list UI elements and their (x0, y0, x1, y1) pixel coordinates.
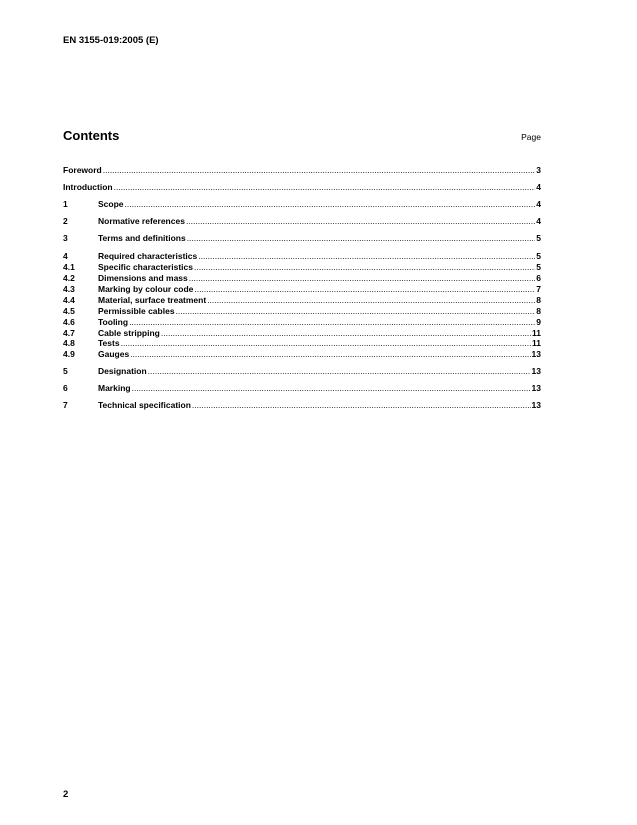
toc-dot-leader (161, 328, 531, 338)
toc-entry[interactable] (63, 273, 541, 283)
page-number: 2 (63, 789, 69, 800)
toc-entry-number: 4.5 (63, 306, 75, 316)
toc-entry-page: 13 (531, 349, 541, 359)
toc-entry-number: 2 (63, 216, 68, 226)
toc-entry-number: 1 (63, 199, 68, 209)
toc-dot-leader (121, 338, 531, 348)
toc-entry-page: 5 (536, 251, 541, 261)
toc-entry-title: Cable stripping (98, 328, 160, 338)
toc-entry[interactable] (63, 251, 541, 261)
toc-entry-number: 4.6 (63, 317, 75, 327)
toc-entry-page: 5 (536, 262, 541, 272)
toc-entry-number: 4.1 (63, 262, 75, 272)
toc-entry[interactable] (63, 306, 541, 316)
toc-dot-leader (194, 262, 535, 272)
toc-entry-number: 5 (63, 366, 68, 376)
toc-entry-page: 9 (536, 317, 541, 327)
toc-entry-title: Required characteristics (98, 251, 198, 261)
contents-title: Contents (63, 128, 120, 143)
toc-dot-leader (198, 251, 535, 261)
toc-entry-page: 7 (536, 284, 541, 294)
toc-entry-page: 4 (536, 199, 541, 209)
toc-entry-number: 4.4 (63, 295, 75, 305)
toc-entry[interactable] (63, 216, 541, 226)
toc-entry[interactable] (63, 349, 541, 359)
toc-entry[interactable] (63, 182, 541, 192)
toc-entry-title: Normative references (98, 216, 185, 226)
toc-entry[interactable] (63, 400, 541, 410)
toc-entry[interactable] (63, 233, 541, 243)
toc-entry[interactable] (63, 338, 541, 348)
toc-entry-page: 11 (532, 328, 541, 338)
toc-entry-page: 11 (532, 338, 541, 348)
toc-dot-leader (192, 400, 531, 410)
toc-entry-page: 8 (536, 295, 541, 305)
toc-dot-leader (189, 273, 536, 283)
toc-entry[interactable] (63, 262, 541, 272)
toc-entry-number: 4.3 (63, 284, 75, 294)
toc-entry-title: Tooling (98, 317, 129, 327)
toc-dot-leader (148, 366, 531, 376)
toc-entry-title: Permissible cables (98, 306, 175, 316)
toc-entry-title: Terms and definitions (98, 233, 186, 243)
toc-entry-title: Material, surface treatment (98, 295, 207, 305)
toc-entry-title: Specific characteristics (98, 262, 193, 272)
toc-entry[interactable] (63, 295, 541, 305)
toc-entry-title: Technical specification (98, 400, 191, 410)
toc-dot-leader (103, 165, 536, 175)
toc-dot-leader (114, 182, 536, 192)
toc-entry-title: Tests (98, 338, 120, 348)
toc-entry-title: Marking by colour code (98, 284, 194, 294)
toc-entry-page: 3 (536, 165, 541, 175)
toc-entry-page: 4 (536, 216, 541, 226)
toc-entry[interactable] (63, 199, 541, 209)
toc-entry-number: 4.9 (63, 349, 75, 359)
toc-entry-page: 4 (536, 182, 541, 192)
toc-entry-number: 4 (63, 251, 68, 261)
toc-dot-leader (194, 284, 535, 294)
toc-entry-number: 4.8 (63, 338, 75, 348)
toc-entry-page: 13 (531, 400, 541, 410)
toc-dot-leader (130, 349, 530, 359)
toc-entry-title: Gauges (98, 349, 130, 359)
toc-entry-title: Foreword (63, 165, 102, 175)
toc-entry-page: 8 (536, 306, 541, 316)
toc-entry-page: 13 (531, 383, 541, 393)
toc-entry[interactable] (63, 383, 541, 393)
toc-entry[interactable] (63, 165, 541, 175)
toc-dot-leader (187, 233, 536, 243)
toc-entry-page: 5 (536, 233, 541, 243)
toc-entry-title: Designation (98, 366, 147, 376)
toc-entry-number: 4.7 (63, 328, 75, 338)
toc-entry-number: 3 (63, 233, 68, 243)
toc-entry[interactable] (63, 284, 541, 294)
toc-entry-number: 4.2 (63, 273, 75, 283)
toc-dot-leader (186, 216, 535, 226)
toc-entry-number: 7 (63, 400, 68, 410)
toc-dot-leader (207, 295, 535, 305)
toc-entry-page: 13 (531, 366, 541, 376)
toc-dot-leader (176, 306, 536, 316)
page-column-label: Page (521, 132, 541, 142)
toc-entry-title: Introduction (63, 182, 113, 192)
toc-entry-title: Marking (98, 383, 131, 393)
toc-entry-title: Scope (98, 199, 124, 209)
toc-entry[interactable] (63, 366, 541, 376)
toc-entry-page: 6 (536, 273, 541, 283)
toc-entry[interactable] (63, 328, 541, 338)
toc-dot-leader (132, 383, 531, 393)
toc-entry-number: 6 (63, 383, 68, 393)
toc-dot-leader (129, 317, 535, 327)
document-header: EN 3155-019:2005 (E) (63, 35, 159, 46)
toc-entry[interactable] (63, 317, 541, 327)
toc-entry-title: Dimensions and mass (98, 273, 188, 283)
toc-dot-leader (125, 199, 536, 209)
